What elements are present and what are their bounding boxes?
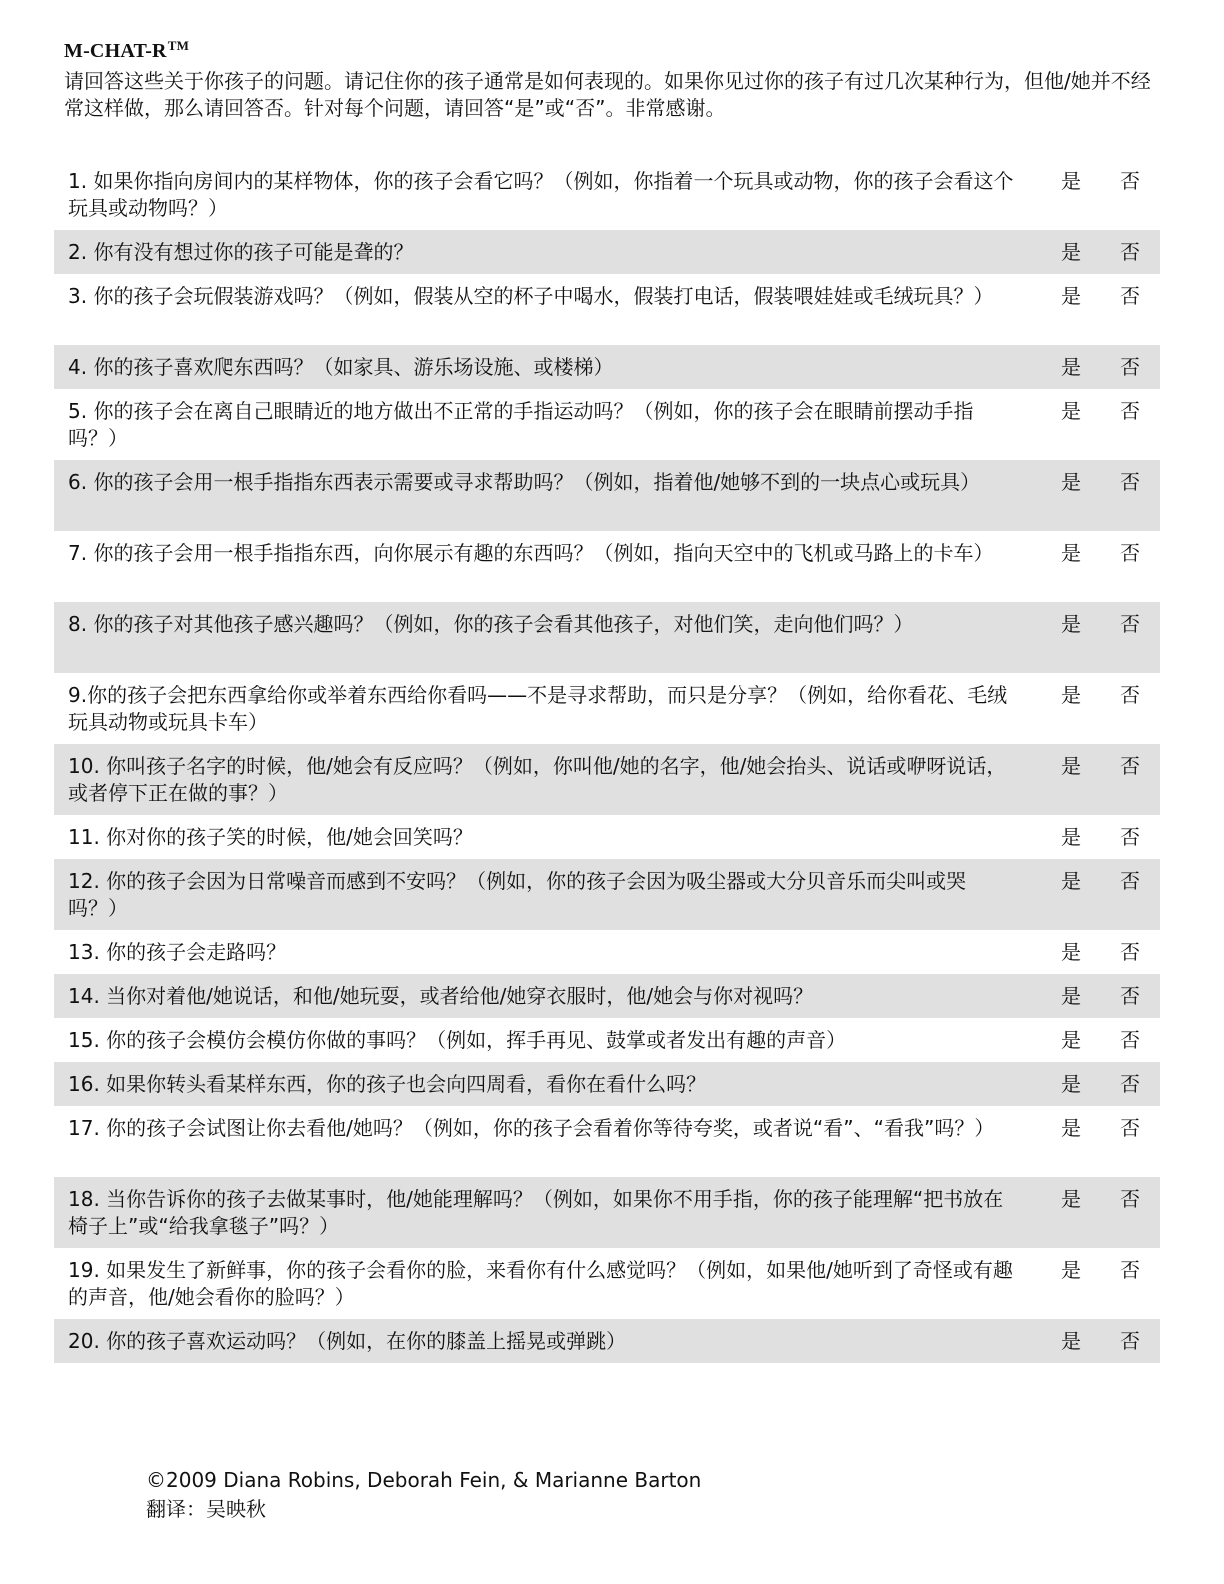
question-row-7	[54, 531, 1160, 602]
question-row-10	[54, 744, 1160, 815]
answer-no-option[interactable]: 否	[1120, 1116, 1140, 1140]
copyright-notice: ©2009 Diana Robins, Deborah Fein, & Marianne Barton	[146, 1468, 702, 1492]
question-text: 8. 你的孩子对其他孩子感兴趣吗？（例如，你的孩子会看其他孩子，对他们笑，走向他们吗？）	[68, 612, 914, 636]
answer-no-option[interactable]: 否	[1120, 754, 1140, 778]
question-row-15	[54, 1018, 1160, 1062]
answer-yes-option[interactable]: 是	[1061, 984, 1081, 1008]
answer-yes-option[interactable]: 是	[1061, 399, 1081, 423]
question-text: 3. 你的孩子会玩假装游戏吗？（例如，假装从空的杯子中喝水，假装打电话，假装喂娃娃或毛绒玩具？）	[68, 284, 994, 308]
answer-yes-option[interactable]: 是	[1061, 240, 1081, 264]
answer-yes-option[interactable]: 是	[1061, 1187, 1081, 1211]
answer-yes-option[interactable]: 是	[1061, 825, 1081, 849]
questions-list	[54, 159, 1160, 1363]
answer-no-option[interactable]: 否	[1120, 355, 1140, 379]
question-row-18	[54, 1177, 1160, 1248]
answer-no-option[interactable]: 否	[1120, 1187, 1140, 1211]
answer-yes-option[interactable]: 是	[1061, 541, 1081, 565]
answer-yes-option[interactable]: 是	[1061, 355, 1081, 379]
answer-yes-option[interactable]: 是	[1061, 470, 1081, 494]
question-row-2	[54, 230, 1160, 274]
answer-no-option[interactable]: 否	[1120, 940, 1140, 964]
question-text: 10. 你叫孩子名字的时候，他/她会有反应吗？（例如，你叫他/她的名字，他/她会抬头、说话或咿呀说话，或者停下正在做的事？）	[68, 754, 1007, 805]
answer-no-option[interactable]: 否	[1120, 240, 1140, 264]
question-row-6	[54, 460, 1160, 531]
question-text: 13. 你的孩子会走路吗？	[68, 940, 287, 964]
question-row-20	[54, 1319, 1160, 1363]
answer-yes-option[interactable]: 是	[1061, 869, 1081, 893]
answer-no-option[interactable]: 否	[1120, 683, 1140, 707]
answer-yes-option[interactable]: 是	[1061, 754, 1081, 778]
answer-no-option[interactable]: 否	[1120, 869, 1140, 893]
question-text: 4. 你的孩子喜欢爬东西吗？（如家具、游乐场设施、或楼梯）	[68, 355, 614, 379]
answer-no-option[interactable]: 否	[1120, 1028, 1140, 1052]
title-text: M-CHAT-R	[64, 40, 167, 62]
answer-no-option[interactable]: 否	[1120, 1072, 1140, 1096]
answer-yes-option[interactable]: 是	[1061, 683, 1081, 707]
trademark-mark: TM	[167, 38, 190, 53]
question-row-19	[54, 1248, 1160, 1319]
translator-credit: 翻译：吴映秋	[146, 1497, 266, 1521]
instructions-paragraph: 请回答这些关于你孩子的问题。请记住你的孩子通常是如何表现的。如果你见过你的孩子有过几次某种行为，但他/她并不经常这样做，那么请回答否。针对每个问题，请回答“是”或“否”。非常感谢。	[64, 69, 1151, 120]
answer-no-option[interactable]: 否	[1120, 470, 1140, 494]
question-row-17	[54, 1106, 1160, 1177]
question-text: 11. 你对你的孩子笑的时候，他/她会回笑吗？	[68, 825, 473, 849]
footer	[146, 1466, 701, 1524]
question-row-9	[54, 673, 1160, 744]
question-text: 19. 如果发生了新鲜事，你的孩子会看你的脸，来看你有什么感觉吗？（例如，如果他/她听到了奇怪或有趣的声音，他/她会看你的脸吗？）	[68, 1258, 1013, 1309]
question-text: 16. 如果你转头看某样东西，你的孩子也会向四周看，看你在看什么吗？	[68, 1072, 707, 1096]
question-text: 15. 你的孩子会模仿会模仿你做的事吗？（例如，挥手再见、鼓掌或者发出有趣的声音）	[68, 1028, 847, 1052]
answer-no-option[interactable]: 否	[1120, 612, 1140, 636]
question-row-14	[54, 974, 1160, 1018]
answer-yes-option[interactable]: 是	[1061, 1116, 1081, 1140]
question-row-8	[54, 602, 1160, 673]
question-text: 6. 你的孩子会用一根手指指东西表示需要或寻求帮助吗？（例如，指着他/她够不到的一块点心或玩具）	[68, 470, 981, 494]
answer-no-option[interactable]: 否	[1120, 169, 1140, 193]
question-row-3	[54, 274, 1160, 345]
question-row-13	[54, 930, 1160, 974]
question-row-4	[54, 345, 1160, 389]
question-row-16	[54, 1062, 1160, 1106]
answer-yes-option[interactable]: 是	[1061, 612, 1081, 636]
answer-no-option[interactable]: 否	[1120, 1258, 1140, 1282]
question-text: 2. 你有没有想过你的孩子可能是聋的？	[68, 240, 414, 264]
answer-no-option[interactable]: 否	[1120, 825, 1140, 849]
question-text: 18. 当你告诉你的孩子去做某事时，他/她能理解吗？（例如，如果你不用手指，你的孩子能理解“把书放在椅子上”或“给我拿毯子”吗？）	[68, 1187, 1004, 1238]
question-text: 5. 你的孩子会在离自己眼睛近的地方做出不正常的手指运动吗？（例如，你的孩子会在眼睛前摆动手指吗？）	[68, 399, 974, 450]
answer-no-option[interactable]: 否	[1120, 1329, 1140, 1353]
question-row-1	[54, 159, 1160, 230]
answer-no-option[interactable]: 否	[1120, 984, 1140, 1008]
answer-yes-option[interactable]: 是	[1061, 1028, 1081, 1052]
question-text: 14. 当你对着他/她说话，和他/她玩耍，或者给他/她穿衣服时，他/她会与你对视吗？	[68, 984, 814, 1008]
answer-yes-option[interactable]: 是	[1061, 1329, 1081, 1353]
question-text: 7. 你的孩子会用一根手指指东西，向你展示有趣的东西吗？（例如，指向天空中的飞机或马路上的卡车）	[68, 541, 994, 565]
question-text: 1. 如果你指向房间内的某样物体，你的孩子会看它吗？（例如，你指着一个玩具或动物，你的孩子会看这个玩具或动物吗？）	[68, 169, 1014, 220]
question-text: 9.你的孩子会把东西拿给你或举着东西给你看吗——不是寻求帮助，而只是分享？（例如，给你看花、毛绒玩具动物或玩具卡车）	[68, 683, 1008, 734]
answer-yes-option[interactable]: 是	[1061, 169, 1081, 193]
question-text: 20. 你的孩子喜欢运动吗？（例如，在你的膝盖上摇晃或弹跳）	[68, 1329, 627, 1353]
question-text: 17. 你的孩子会试图让你去看他/她吗？（例如，你的孩子会看着你等待夸奖，或者说“看”、“看我”吗？）	[68, 1116, 995, 1140]
answer-no-option[interactable]: 否	[1120, 284, 1140, 308]
answer-no-option[interactable]: 否	[1120, 399, 1140, 423]
answer-no-option[interactable]: 否	[1120, 541, 1140, 565]
document-title	[64, 38, 189, 63]
question-row-11	[54, 815, 1160, 859]
answer-yes-option[interactable]: 是	[1061, 284, 1081, 308]
answer-yes-option[interactable]: 是	[1061, 1258, 1081, 1282]
question-row-12	[54, 859, 1160, 930]
answer-yes-option[interactable]: 是	[1061, 940, 1081, 964]
question-text: 12. 你的孩子会因为日常噪音而感到不安吗？（例如，你的孩子会因为吸尘器或大分贝音乐而尖叫或哭吗？）	[68, 869, 967, 920]
answer-yes-option[interactable]: 是	[1061, 1072, 1081, 1096]
question-row-5	[54, 389, 1160, 460]
